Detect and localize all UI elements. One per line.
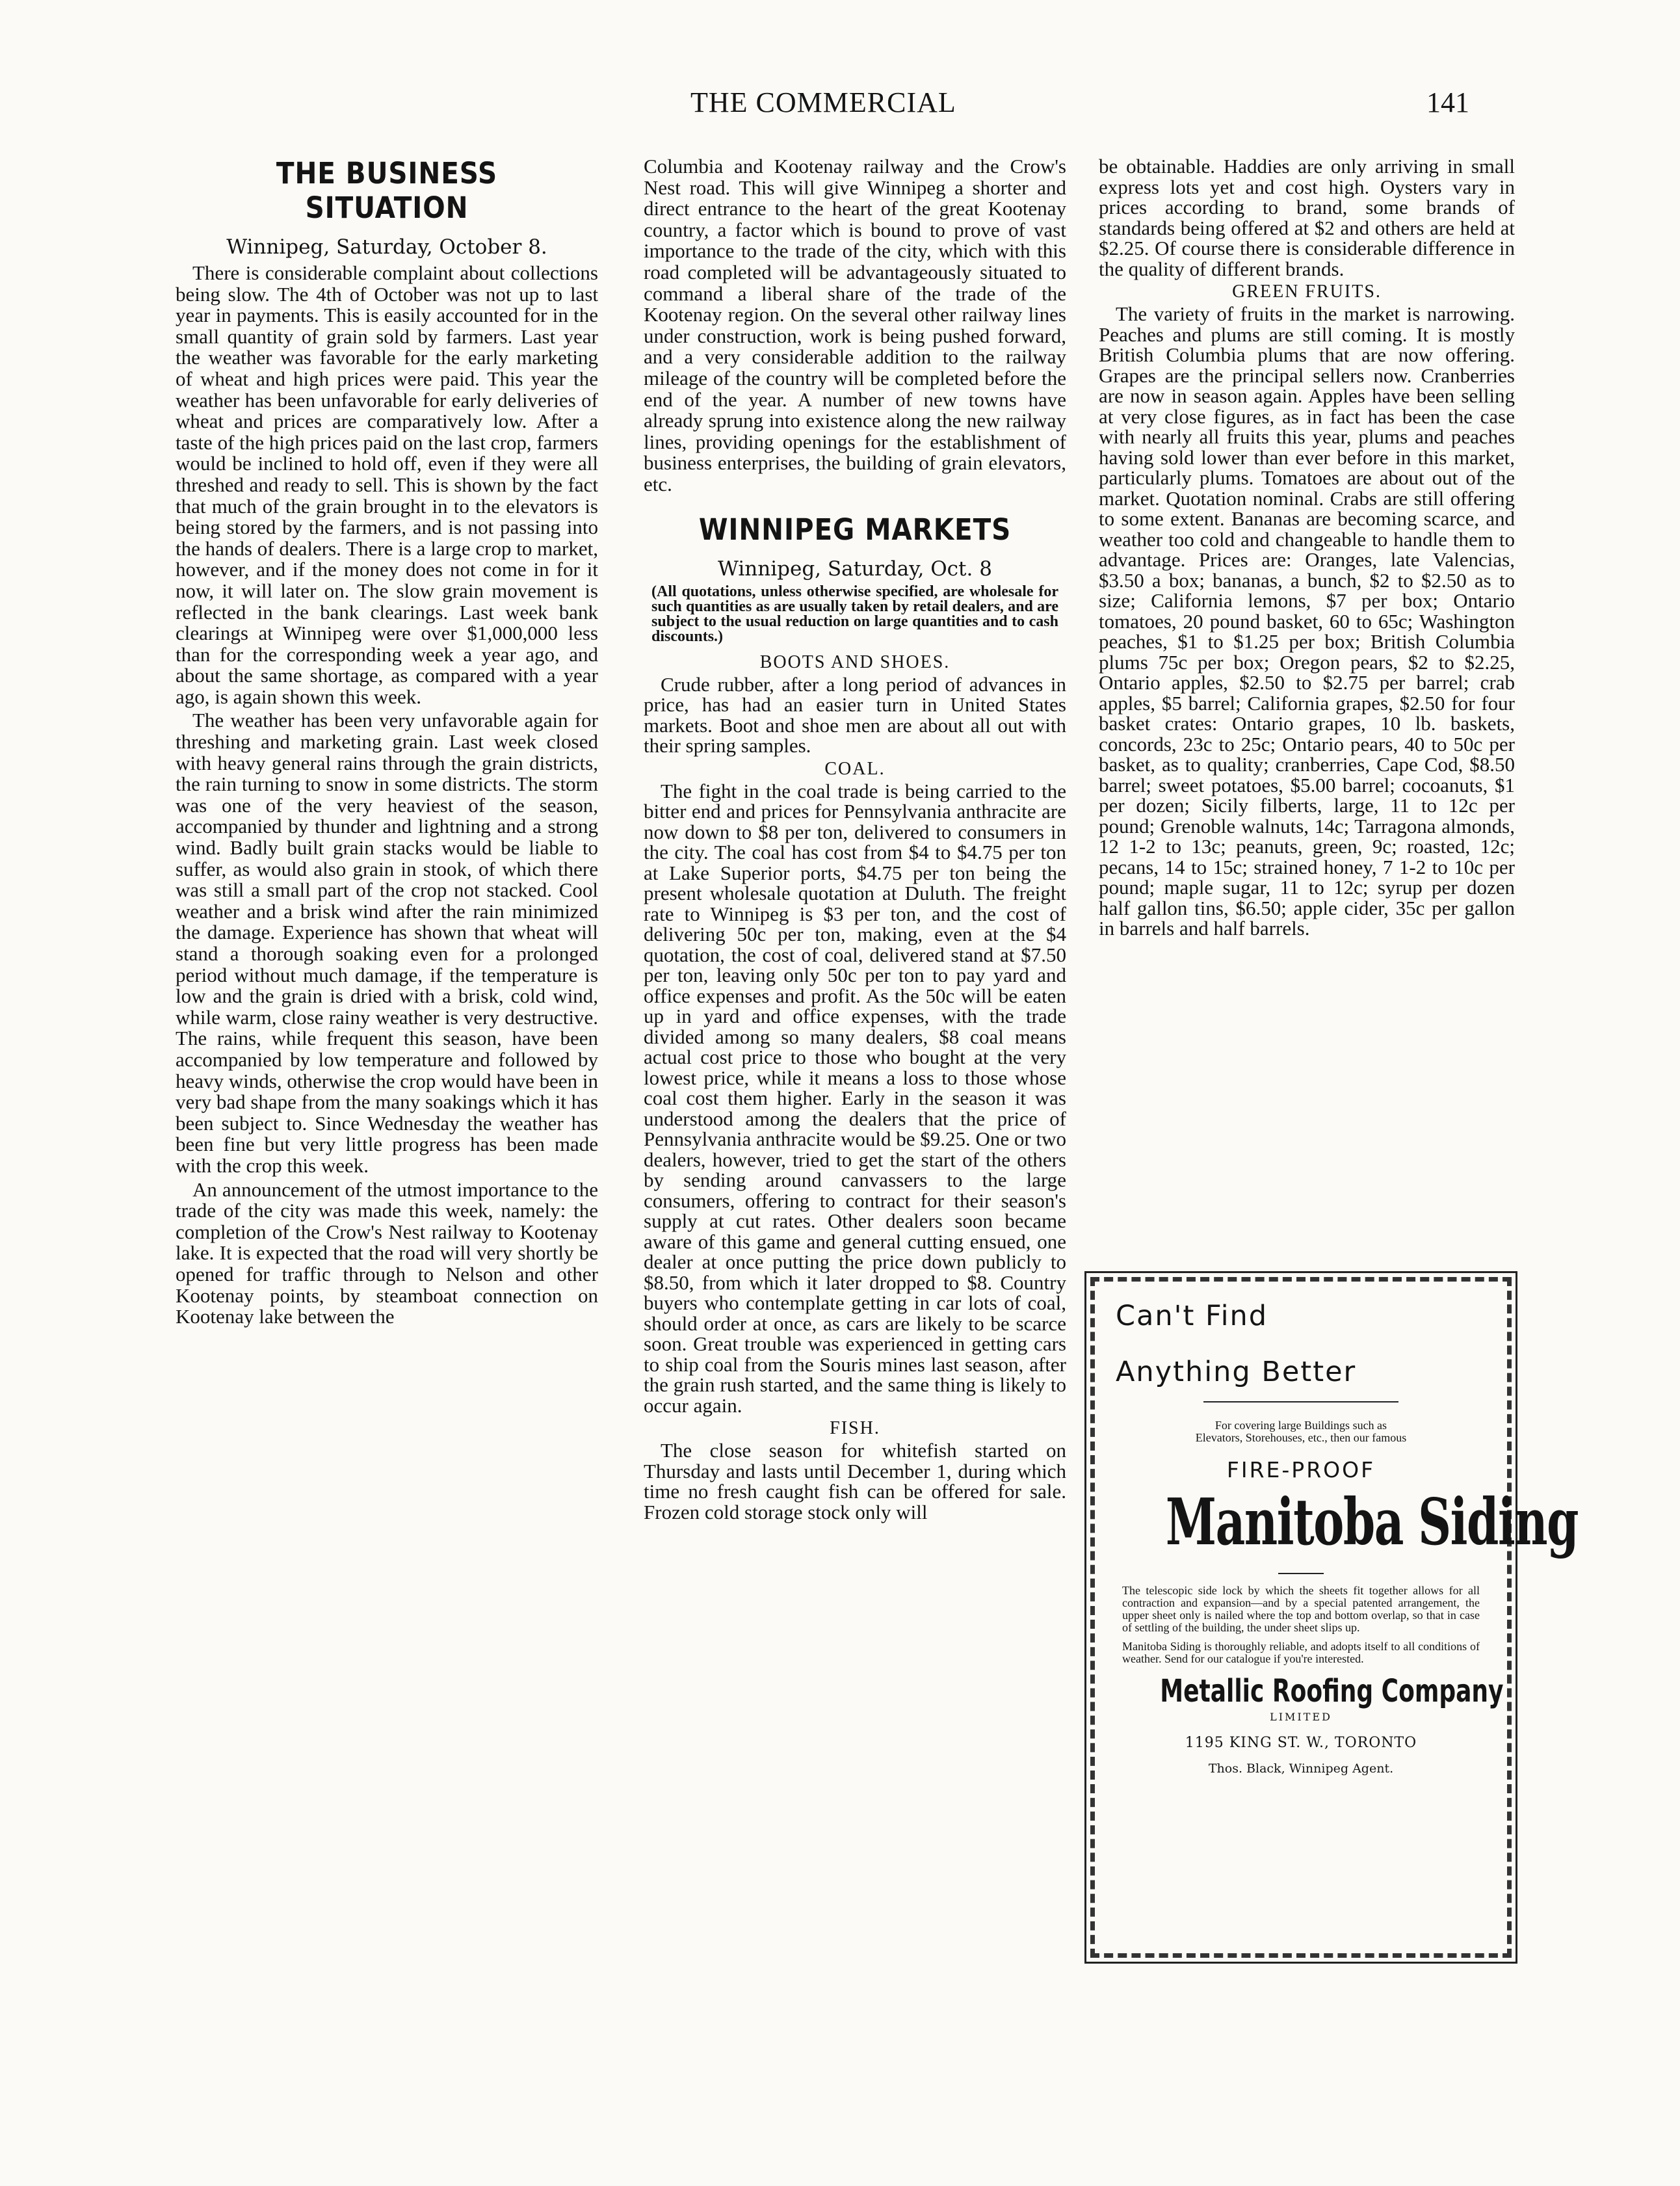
ad-description-2: Manitoba Siding is thoroughly reliable, and adopts itself to all conditions of weather. Send for our catalogue if you're interested. (1122, 1640, 1480, 1665)
boots-shoes-text: Crude rubber, after a long period of advances in price, has had an easier turn in United States markets. Boot and shoe men are about all out with their spring samples. (644, 672, 1066, 757)
ad-divider-short (1278, 1573, 1324, 1574)
business-paragraph: The weather has been very unfavorable again for threshing and marketing grain. Last week closed with heavy general rains through the grain districts, the rain turning to snow in some districts. The storm was one of the very heaviest of the season, accompanied by thunder and lightning and a strong wind. Badly built grain stacks would be liable to suffer, as would also grain in stook, of which there was still a small part of the crop not stacked. Cool weather and a brisk wind after the rain minimized the damage. Experience has shown that wheat will stand a thorough soaking even for a prolonged period without much damage, if the temperature is low and the grain is dried with a brisk, cold wind, while warm, close rainy weather is very destructive. The rains, while frequent this season, have been accompanied by low temperature and followed by heavy winds, otherwise the crop would have been in very bad shape from the many soakings which it has been subject to. Since Wednesday the weather has been fine but very little progress has been made with the crop this week. (176, 709, 598, 1177)
ad-divider (1203, 1401, 1398, 1402)
ad-description: The telescopic side lock by which the sheets fit together allows for all contraction and expansion—and by a special patented arrangement, the upper sheet only is nailed where the top and bottom overlap, so that in case of settling of the building, the under sheet slips up. (1122, 1584, 1480, 1634)
page-number: 141 (1426, 86, 1469, 118)
ad-headline-2: Anything Better (1116, 1356, 1357, 1388)
ad-content (1113, 1295, 1579, 1940)
business-situation-title: THE BUSINESS SITUATION (276, 156, 498, 225)
fish-text: The close season for whitefish started on Thursday and lasts until December 1, during which time no fresh caught fish can be offered for sale. Frozen cold storage stock only will (644, 1439, 1066, 1523)
green-fruits-text: The variety of fruits in the market is narrowing. Peaches and plums are still coming. It is mostly British Columbia plums that are now offering. Grapes are the principal sellers now. Cranberries are now in season again. Apples have been selling at very close figures, as in fact has been the case with nearly all fruits this year, plums and peaches having sold lower than ever before in this market, particularly plums. Tomatoes are about out of the market. Quotation nominal. Crabs are still offering to some extent. Bananas are becoming scarce, and weather too cold and changeable to handle them to advantage. Prices are: Oranges, late Valencias, $3.50 a box; bananas, a bunch, $2 to $2.50 as to size; California lemons, $7 per box; Ontario tomatoes, 20 pound basket, 60 to 65c; Washington peaches, $1 to $1.25 per box; British Columbia plums 75c per box; Oregon pears, $2 to $2.25, Ontario apples, $2.50 to $2.75 per barrel; crab apples, $5 barrel; California grapes, $2.50 for four basket crates: Ontario grapes, 10 lb. baskets, concords, 23c to 25c; Ontario pears, 40 to 50c per basket, as to quality; cranberries, Cape Cod, $8.50 barrel; sweet potatoes, $5.00 barrel; cocoanuts, $1 per dozen; Sicily filberts, large, 11 to 12c per pound; Grenoble walnuts, 14c; Tarragona almonds, 12 1-2 to 13c; peanuts, green, 9c; roasted, 12c; pecans, 14 to 15c; strained honey, 7 1-2 to 10c per pound; maple sugar, 11 to 12c; syrup per dozen half gallon tins, $6.50; apple cider, 35c per gallon in barrels and half barrels. (1099, 302, 1515, 940)
ad-headline-1: Can't Find (1116, 1300, 1268, 1332)
column-2 (644, 156, 1066, 1525)
column-1 (176, 156, 598, 1330)
fish-heading: FISH. (830, 1418, 880, 1438)
winnipeg-markets-title: WINNIPEG MARKETS (698, 512, 1012, 547)
green-fruits-heading: GREEN FRUITS. (1232, 282, 1382, 302)
boots-shoes-heading: BOOTS AND SHOES. (759, 652, 951, 672)
ad-agent: Thos. Black, Winnipeg Agent. (1208, 1761, 1394, 1776)
business-paragraph: There is considerable complaint about collections being slow. The 4th of October was not up to last year in payments. This is easily accounted for in the small quantity of grain sold by farmers. Last year the weather was favorable for the early marketing of wheat and high prices were paid. This year the weather has been unfavorable for early deliveries of wheat and prices are comparatively low. After a taste of the high prices paid on the last crop, farmers would be inclined to hold off, even if they were all threshed and ready to sell. This is shown by the fact that much of the grain brought in to the elevators is being stored by the farmers, and is not passing into the hands of dealers. There is a large crop to market, however, and if the money does not come in for it now, it will later on. The slow grain movement is reflected in the bank clearings. Last week bank clearings at Winnipeg were over $1,000,000 less than for the corresponding week a year ago, and about the same shortage, as compared with a year ago, is again shown this week. (176, 261, 598, 708)
ad-address: 1195 KING ST. W., TORONTO (1185, 1735, 1417, 1751)
running-head (0, 86, 1680, 125)
ad-fire-proof: FIRE-PROOF (1226, 1457, 1376, 1482)
manitoba-siding-advertisement (1084, 1271, 1579, 1964)
markets-note: (All quotations, unless otherwise specified, are wholesale for such quantities as are usually taken by retail dealers, and are subject to the usual reduction on large quantities and to cash discounts.) (651, 583, 1058, 645)
business-continuation: Columbia and Kootenay railway and the Crow's Nest road. This will give Winnipeg a shorter and direct entrance to the heart of the great Kootenay country, a factor which is bound to prove of vast importance to the trade of the city, which with this road completed will be advantageously situated to command a liberal share of the trade of the Kootenay region. On the several other railway lines under construction, work is being pushed forward, and a very considerable addition to the railway mileage of the country will be completed before the end of the year. A number of new towns have already sprung into existence along the new railway lines, providing openings for the establishment of business enterprises, the building of grain elevators, etc. (644, 155, 1066, 495)
coal-heading: COAL. (824, 758, 886, 779)
column-3 (1099, 156, 1515, 942)
ad-intro: For covering large Buildings such as Elevators, Storehouses, etc., then our famous (1195, 1419, 1407, 1444)
ad-limited: LIMITED (1270, 1711, 1332, 1723)
publication-title: THE COMMERCIAL (690, 86, 956, 118)
markets-dateline: Winnipeg, Saturday, Oct. 8 (718, 557, 992, 581)
fish-continuation: be obtainable. Haddies are only arriving in small express lots yet and cost high. Oysters vary in prices according to brand, some brands of standards being offered at $2 and others are held at $2.25. Of course there is considerable difference in the quality of different brands. (1099, 155, 1515, 280)
ad-brand-name: Manitoba Siding (1165, 1485, 1579, 1560)
ad-company-name: Metallic Roofing Company (1160, 1673, 1504, 1709)
coal-text: The fight in the coal trade is being carried to the bitter end and prices for Pennsylvania anthracite are now down to $8 per ton, delivered to consumers in the city. The coal has cost from $4 to $4.75 per ton at Lake Superior ports, $4.75 per ton being the present wholesale quotation at Duluth. The freight rate to Winnipeg is $3 per ton, and the cost of delivering 50c per ton, making, even at the $4 quotation, the cost of coal, delivered stand at $7.50 per ton, leaving only 50c per ton to pay yard and office expenses and profit. As the 50c will be eaten up in yard and office expenses, with the trade divided among so many dealers, $8 coal means actual cost price to those who bought at the very lowest price, while it means a loss to those whose coal cost them higher. Early in the season it was understood among the dealers that the price of Pennsylvania anthracite would be $9.25. One or two dealers, however, tried to get the start of the others by sending around canvassers to the large consumers, offering to contract for their season's supply at cut rates. Other dealers soon became aware of this game and general cutting ensued, one dealer at once putting the price down publicly to $8.50, from which it later dropped to $8. Country buyers who contemplate getting in car lots of coal, should order at once, as cars are likely to be scarce soon. Great trouble was experienced in getting cars to ship coal from the Souris mines last season, after the grain rush started, and the same thing is likely to occur again. (644, 779, 1066, 1417)
business-paragraph: An announcement of the utmost importance to the trade of the city was made this week, namely: the completion of the Crow's Nest railway to Kootenay lake. It is expected that the road will very shortly be opened for traffic through to Nelson and other Kootenay points, by steamboat connection on Kootenay lake between the (176, 1178, 598, 1328)
business-situation-dateline: Winnipeg, Saturday, October 8. (226, 235, 547, 259)
